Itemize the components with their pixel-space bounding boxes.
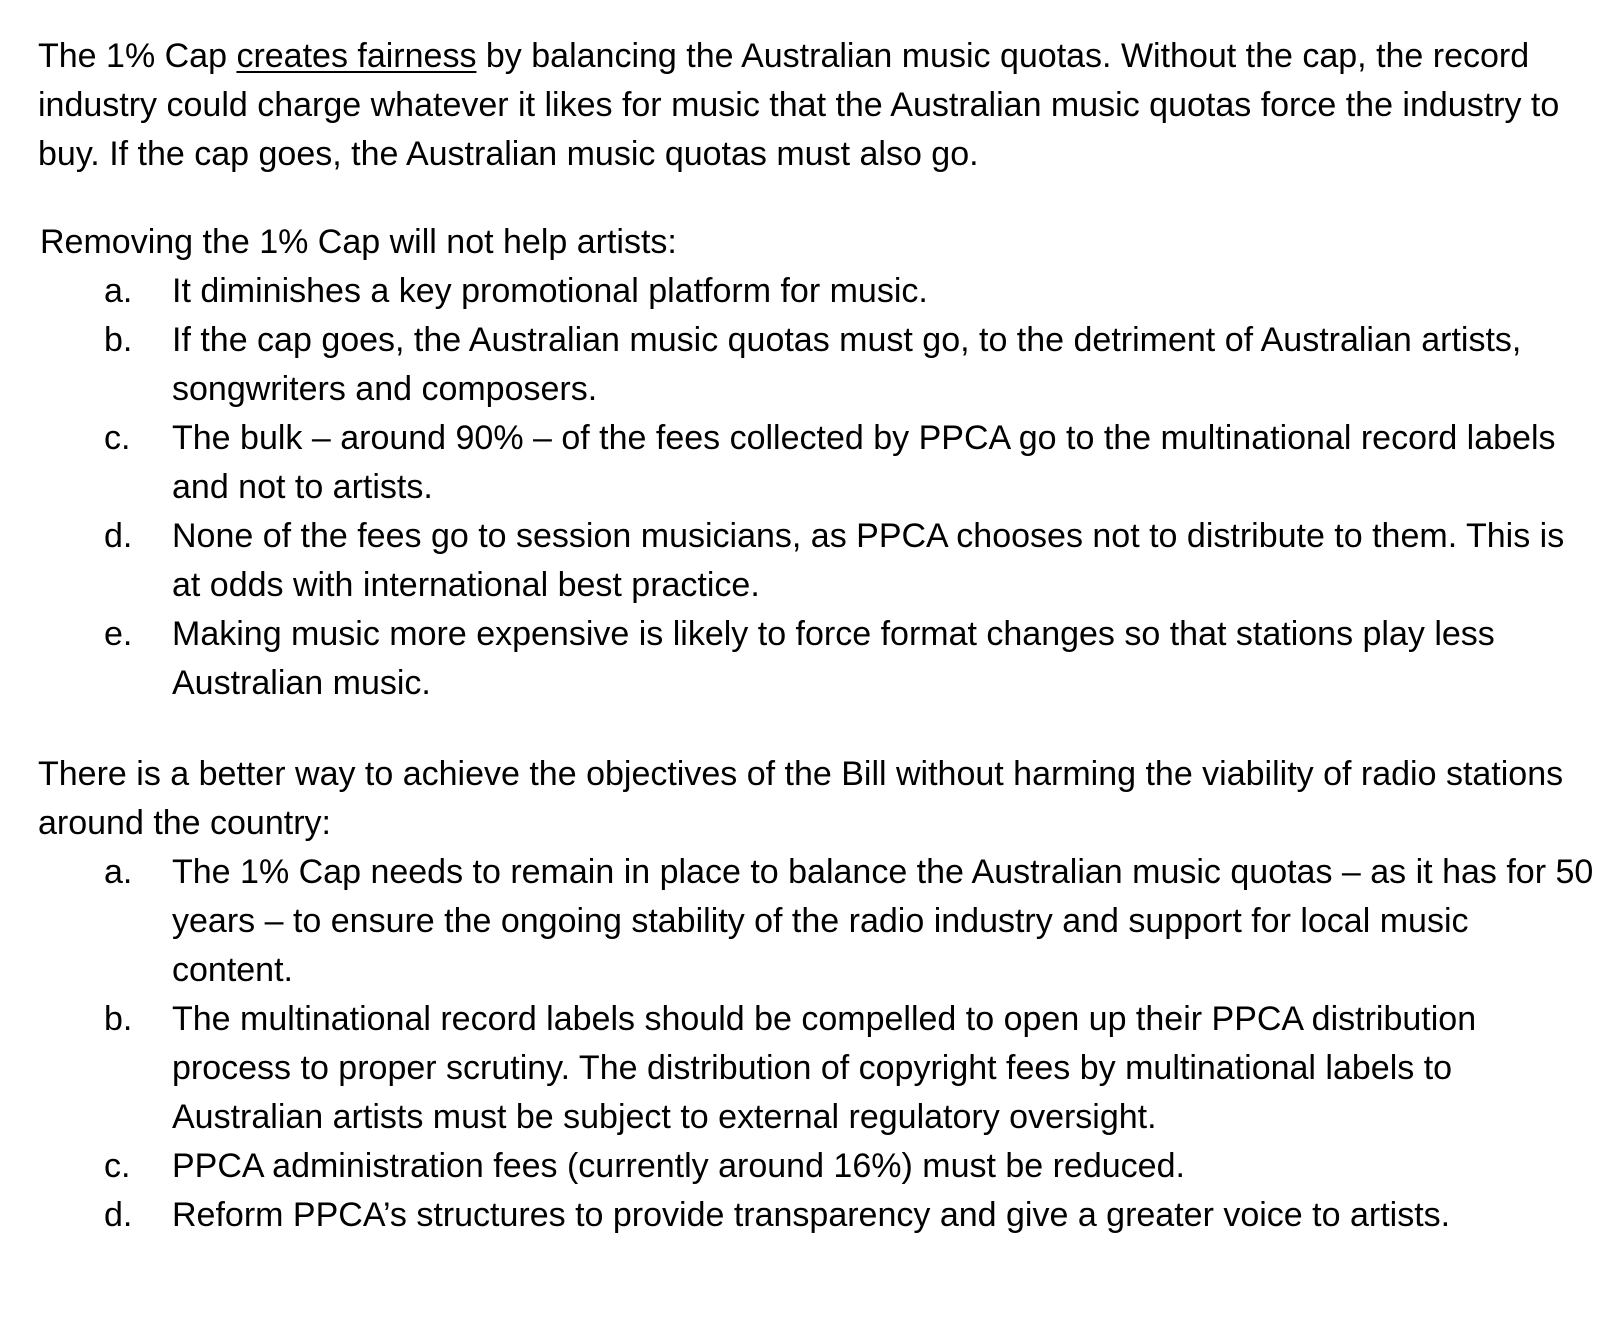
list-marker: b.: [104, 1000, 133, 1038]
intro-text-after: by balancing the Australian music quotas. Without the cap, the record industry could charge whatever it likes for music that the Australian music quotas force the industry to buy. If the cap goes, the Australian music quotas must also go.: [38, 37, 1560, 173]
list-item: [38, 995, 1598, 1142]
list-marker: a.: [104, 853, 133, 891]
list-item: [38, 1191, 1598, 1240]
list-item: [38, 1142, 1598, 1191]
list-item: [38, 512, 1598, 610]
list-item: [38, 610, 1598, 708]
list-marker: d.: [104, 517, 133, 555]
list-marker: b.: [104, 321, 133, 359]
spacer: [38, 179, 1598, 218]
list-item-text: None of the fees go to session musicians, as PPCA chooses not to distribute to them. This is at odds with international best practice.: [172, 517, 1565, 604]
section1-list: [38, 267, 1598, 708]
list-marker: c.: [104, 419, 131, 457]
intro-underlined-phrase: creates fairness: [236, 37, 477, 75]
list-item-text: The bulk – around 90% – of the fees collected by PPCA go to the multinational record labels and not to artists.: [172, 419, 1556, 506]
list-item-text: PPCA administration fees (currently around 16%) must be reduced.: [172, 1147, 1185, 1185]
section2-lead: There is a better way to achieve the objectives of the Bill without harming the viability of radio stations around the country:: [38, 755, 1564, 842]
list-marker: e.: [104, 615, 133, 653]
list-item-text: Making music more expensive is likely to force format changes so that stations play less Australian music.: [172, 615, 1495, 702]
list-marker: c.: [104, 1147, 131, 1185]
list-item-text: Reform PPCA’s structures to provide transparency and give a greater voice to artists.: [172, 1196, 1451, 1234]
list-item-text: It diminishes a key promotional platform for music.: [172, 272, 928, 310]
intro-paragraph: [38, 32, 1598, 179]
intro-text-before: The 1% Cap: [38, 37, 237, 75]
list-item: [38, 267, 1598, 316]
list-item: [38, 414, 1598, 512]
list-item: [38, 848, 1598, 995]
list-item-text: If the cap goes, the Australian music quotas must go, to the detriment of Australian artists, songwriters and composers.: [172, 321, 1522, 408]
list-marker: d.: [104, 1196, 133, 1234]
list-item: [38, 316, 1598, 414]
list-item-text: The 1% Cap needs to remain in place to balance the Australian music quotas – as it has for 50 years – to ensure the ongoing stability of the radio industry and support for local music content.: [172, 853, 1594, 989]
section1-lead: Removing the 1% Cap will not help artists:: [40, 223, 677, 261]
section2-list: [38, 848, 1598, 1240]
list-marker: a.: [104, 272, 133, 310]
spacer: [38, 708, 1598, 750]
list-item-text: The multinational record labels should be compelled to open up their PPCA distribution process to proper scrutiny. The distribution of copyright fees by multinational labels to Australian artists must be subject to external regulatory oversight.: [172, 1000, 1477, 1136]
document-page: [38, 32, 1598, 1240]
